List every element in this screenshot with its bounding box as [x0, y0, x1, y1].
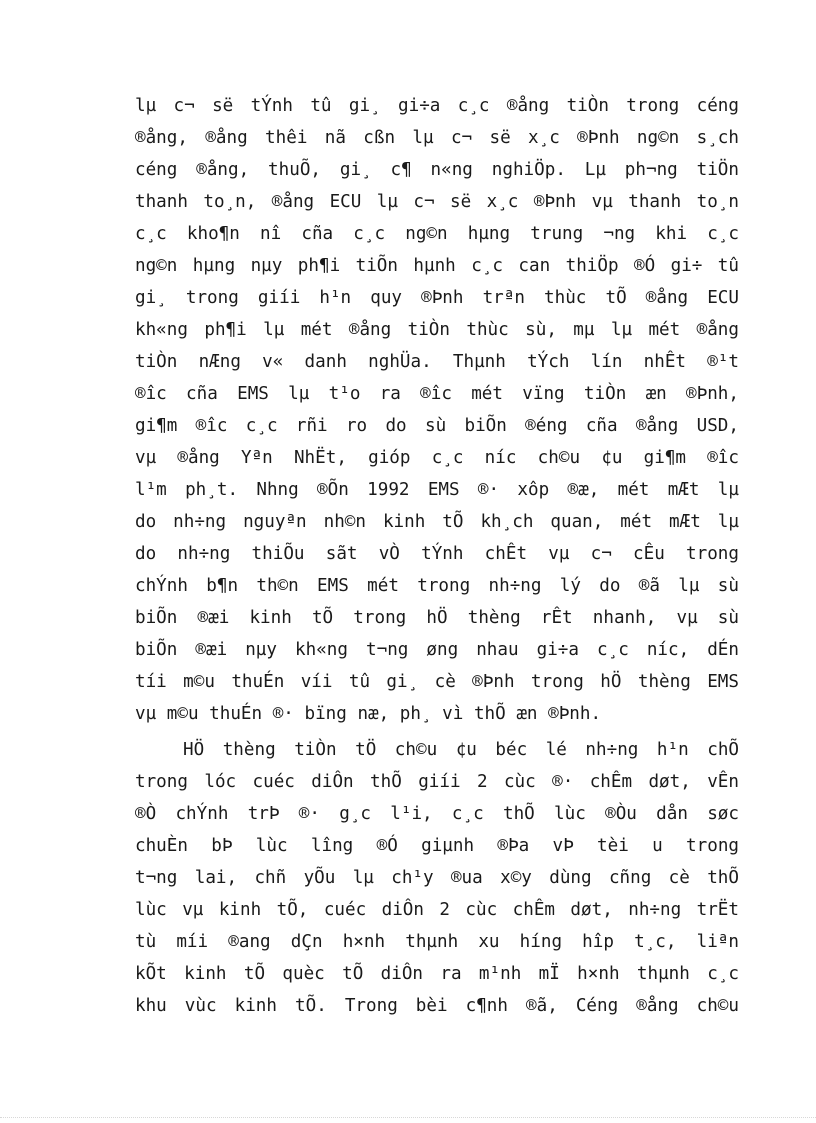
text-line: kh«ng ph¶i lµ mét ®ång tiÒn thùc sù, mµ lµ mét ®ång — [135, 320, 739, 340]
text-line: gi¸ trong giíi h¹n quy ®Þnh trªn thùc tÕ ®ång ECU — [135, 288, 739, 308]
body-text — [135, 90, 739, 1022]
text-line: chuÈn bÞ lùc lîng ®Ó giµnh ®Þa vÞ tèi u trong — [135, 836, 739, 856]
text-line: ®ång, ®ång thêi nã cßn lµ c¬ së x¸c ®Þnh ng©n s¸ch — [135, 128, 739, 148]
paragraph-2 — [135, 734, 739, 1022]
paragraph-1 — [135, 90, 739, 730]
text-line: c¸c kho¶n nî cña c¸c ng©n hµng trung ¬ng khi c¸c — [135, 224, 739, 244]
text-line: HÖ thèng tiÒn tÖ ch©u ¢u béc lé nh÷ng h¹n chÕ — [183, 740, 739, 760]
text-line: l¹m ph¸t. Nhng ®Õn 1992 EMS ®· xôp ®æ, mét mÆt lµ — [135, 480, 739, 500]
text-line: tíi m©u thuÉn víi tû gi¸ cè ®Þnh trong hÖ thèng EMS — [135, 672, 739, 692]
text-line: t¬ng lai, chñ yÕu lµ ch¹y ®ua x©y dùng cñng cè thÕ — [135, 868, 739, 888]
text-line: ng©n hµng nµy ph¶i tiÕn hµnh c¸c can thiÖp ®Ó gi÷ tû — [135, 256, 739, 276]
text-line: biÕn ®æi kinh tÕ trong hÖ thèng rÊt nhanh, vµ sù — [135, 608, 739, 628]
text-line: vµ m©u thuÉn ®· bïng næ, ph¸ vì thÕ æn ®Þnh. — [135, 704, 602, 724]
text-line: do nh÷ng nguyªn nh©n kinh tÕ kh¸ch quan, mét mÆt lµ — [135, 512, 739, 532]
text-line: kÕt kinh tÕ quèc tÕ diÔn ra m¹nh mÏ h×nh thµnh c¸c — [135, 964, 739, 984]
text-line: thanh to¸n, ®ång ECU lµ c¬ së x¸c ®Þnh vµ thanh to¸n — [135, 192, 739, 212]
text-line: lùc vµ kinh tÕ, cuéc diÔn 2 cùc chÊm døt, nh÷ng trËt — [135, 900, 739, 920]
text-line: gi¶m ®îc c¸c rñi ro do sù biÕn ®éng cña ®ång USD, — [135, 416, 739, 436]
text-line: do nh÷ng thiÕu sãt vÒ tÝnh chÊt vµ c¬ cÊu trong — [135, 544, 739, 564]
text-line: céng ®ång, thuÕ, gi¸ c¶ n«ng nghiÖp. Lµ ph¬ng tiÖn — [135, 160, 739, 180]
text-line: ®îc cña EMS lµ t¹o ra ®îc mét vïng tiÒn æn ®Þnh, — [135, 384, 739, 404]
text-line: tiÒn nÆng v« danh nghÜa. Thµnh tÝch lín nhÊt ®¹t — [135, 352, 739, 372]
text-line: khu vùc kinh tÕ. Trong bèi c¶nh ®ã, Céng ®ång ch©u — [135, 996, 739, 1016]
text-line: vµ ®ång Yªn NhËt, gióp c¸c níc ch©u ¢u gi¶m ®îc — [135, 448, 739, 468]
text-line: lµ c¬ së tÝnh tû gi¸ gi÷a c¸c ®ång tiÒn trong céng — [135, 96, 739, 116]
text-line: ®Ò chÝnh trÞ ®· g¸c l¹i, c¸c thÕ lùc ®Òu dån søc — [135, 804, 739, 824]
text-line: trong lóc cuéc diÔn thÕ giíi 2 cùc ®· chÊm døt, vÊn — [135, 772, 739, 792]
text-line: chÝnh b¶n th©n EMS mét trong nh÷ng lý do ®ã lµ sù — [135, 576, 739, 596]
text-line: biÕn ®æi nµy kh«ng t¬ng øng nhau gi÷a c¸c níc, dÉn — [135, 640, 739, 660]
text-line: tù míi ®ang dÇn h×nh thµnh xu híng hîp t¸c, liªn — [135, 932, 739, 952]
page-bottom-rule — [0, 1117, 816, 1118]
